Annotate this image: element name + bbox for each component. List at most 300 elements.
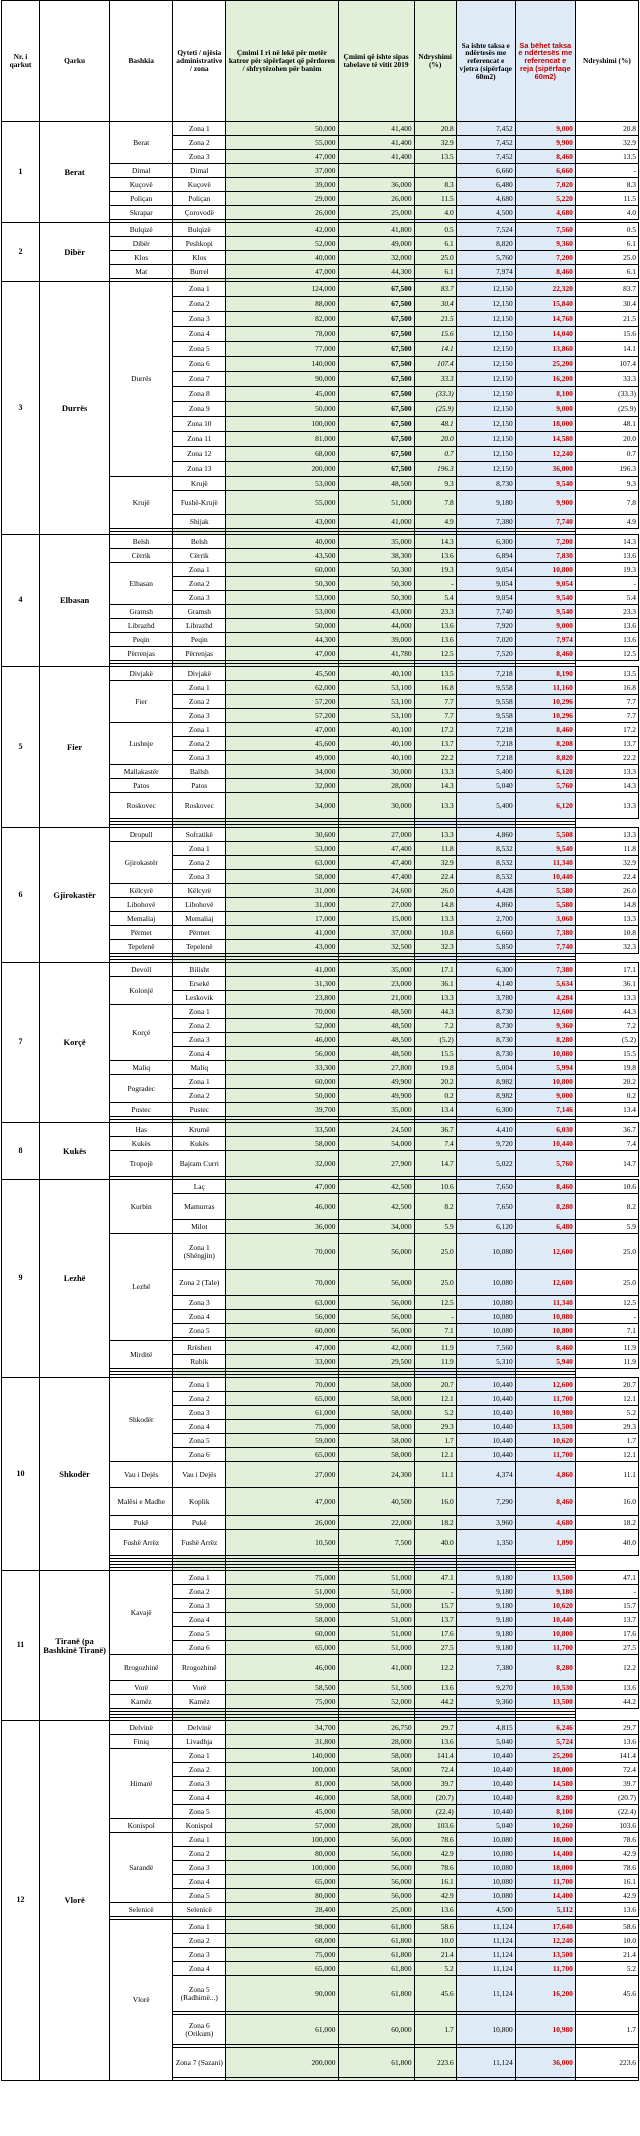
change-cell: 21.5 [414, 312, 456, 327]
change2-cell: 0.5 [575, 223, 638, 237]
old-tax-cell: 7,380 [456, 1655, 515, 1681]
old-tax-cell: 7,452 [456, 150, 515, 164]
new-price-cell: 50,300 [226, 577, 338, 591]
change2-cell: 7.7 [575, 695, 638, 709]
new-price-cell: 45,000 [226, 387, 338, 402]
new-price-cell: 59,000 [226, 1434, 338, 1448]
region-number-cell: 1 [2, 122, 40, 223]
old-tax-cell: 6,660 [456, 926, 515, 940]
change-cell: 13.4 [414, 1103, 456, 1117]
old-tax-cell: 5,004 [456, 1061, 515, 1075]
municipality-cell: Librazhd [110, 619, 173, 633]
municipality-cell: Këlcyrë [110, 884, 173, 898]
municipality-cell: Skrapar [110, 206, 173, 220]
old-price-cell: 27,800 [338, 1061, 414, 1075]
old-tax-cell: 10,440 [456, 1763, 515, 1777]
change-cell: 7.7 [414, 709, 456, 723]
change2-cell: 13.7 [575, 737, 638, 751]
new-price-cell: 47,000 [226, 1488, 338, 1516]
zone-cell: Kamëz [173, 1695, 226, 1709]
zone-cell: Zona 1 [173, 1571, 226, 1585]
old-tax-cell: 4,500 [456, 1903, 515, 1917]
old-tax-cell: 12,150 [456, 327, 515, 342]
zone-cell: Tepelenë [173, 940, 226, 954]
change-cell: 18.2 [414, 1516, 456, 1530]
old-price-cell: 41,400 [338, 122, 414, 136]
new-tax-cell: 5,112 [515, 1903, 575, 1917]
change2-cell: 13.6 [575, 619, 638, 633]
old-tax-cell: 10,080 [456, 1234, 515, 1270]
change2-cell: 14.8 [575, 898, 638, 912]
new-price-cell: 46,000 [226, 1655, 338, 1681]
old-tax-cell: 7,380 [456, 515, 515, 529]
zone-cell: Zona 3 [173, 1033, 226, 1047]
zone-cell: Zona 3 [173, 1406, 226, 1420]
old-price-cell: 58,000 [338, 1448, 414, 1462]
new-tax-cell: 5,220 [515, 192, 575, 206]
municipality-cell: Selenicë [110, 1903, 173, 1917]
zone-cell: Zona 2 [173, 577, 226, 591]
old-tax-cell: 9,054 [456, 591, 515, 605]
zone-cell: Livadhja [173, 1735, 226, 1749]
zone-cell: Zona 3 [173, 1296, 226, 1310]
old-price-cell: 47,400 [338, 842, 414, 856]
zone-cell: Rrogozhinë [173, 1655, 226, 1681]
new-price-cell: 50,000 [226, 402, 338, 417]
old-tax-cell: 3,780 [456, 991, 515, 1005]
zone-cell: Zona 7 [173, 372, 226, 387]
table-row [2, 1180, 639, 1194]
old-tax-cell: 9,180 [456, 1571, 515, 1585]
col-old-tax-header: Sa ishte taksa e ndërtesës me referencat e vjetra (sipërfaqe 60m2) [456, 1, 515, 122]
region-name-cell: Kukës [40, 1123, 110, 1180]
new-price-cell: 31,800 [226, 1735, 338, 1749]
old-price-cell: 36,000 [338, 178, 414, 192]
new-price-cell: 140,000 [226, 1749, 338, 1763]
zone-cell: Zona 6 [173, 1448, 226, 1462]
old-price-cell: 47,400 [338, 870, 414, 884]
change2-cell: 33.3 [575, 372, 638, 387]
zone-cell: Përmet [173, 926, 226, 940]
col-qyteti-header: Qyteti / njësia administrative / zona [173, 1, 226, 122]
change-cell: 13.5 [414, 667, 456, 681]
new-price-cell: 52,000 [226, 1019, 338, 1033]
new-tax-cell: 18,000 [515, 417, 575, 432]
zone-cell: Zona 2 [173, 297, 226, 312]
new-price-cell: 70,000 [226, 1234, 338, 1270]
new-price-cell: 75,000 [226, 1420, 338, 1434]
change-cell: 16.1 [414, 1875, 456, 1889]
change2-cell: 22.4 [575, 870, 638, 884]
change-cell: 23.3 [414, 605, 456, 619]
new-price-cell: 47,000 [226, 265, 338, 279]
change-cell: 15.6 [414, 327, 456, 342]
new-price-cell: 61,000 [226, 1406, 338, 1420]
new-price-cell: 43,000 [226, 940, 338, 954]
new-tax-cell: 8,208 [515, 737, 575, 751]
table-body [2, 122, 639, 2081]
change2-cell: 13.3 [575, 991, 638, 1005]
change2-cell: 15.6 [575, 327, 638, 342]
municipality-cell: Dibër [110, 237, 173, 251]
change-cell: 12.1 [414, 1448, 456, 1462]
old-tax-cell [456, 2078, 515, 2081]
change2-cell: 12.5 [575, 1296, 638, 1310]
new-tax-cell: 25,200 [515, 1749, 575, 1763]
new-price-cell: 31,000 [226, 898, 338, 912]
new-price-cell [226, 2078, 338, 2081]
col-nr-header: Nr. i qarkut [2, 1, 40, 122]
old-price-cell: 58,000 [338, 1434, 414, 1448]
region-number-cell: 9 [2, 1180, 40, 1378]
new-tax-cell: 13,500 [515, 1695, 575, 1709]
old-tax-cell: 12,150 [456, 447, 515, 462]
new-tax-cell: 13,500 [515, 1948, 575, 1962]
change-cell: 72.4 [414, 1763, 456, 1777]
change2-cell: 20.2 [575, 1075, 638, 1089]
old-tax-cell: 5,022 [456, 1151, 515, 1177]
col-old-price-header: Çmimi që ishte sipas tabelave të vitit 2019 [338, 1, 414, 122]
old-price-cell: 26,000 [338, 192, 414, 206]
new-tax-cell: 9,540 [515, 477, 575, 491]
change2-cell: 12.1 [575, 1448, 638, 1462]
old-price-cell: 41,400 [338, 136, 414, 150]
old-tax-cell: 12,150 [456, 342, 515, 357]
change-cell: 16.8 [414, 681, 456, 695]
region-number-cell: 8 [2, 1123, 40, 1180]
old-tax-cell: 9,180 [456, 491, 515, 515]
new-tax-cell [515, 2078, 575, 2081]
new-tax-cell: 9,540 [515, 842, 575, 856]
change-cell: 13.7 [414, 737, 456, 751]
change-cell: 25.0 [414, 1270, 456, 1296]
old-price-cell: 39,000 [338, 633, 414, 647]
new-tax-cell: 10,530 [515, 1681, 575, 1695]
new-tax-cell: 6,030 [515, 1123, 575, 1137]
municipality-cell: Fier [110, 681, 173, 723]
old-tax-cell: 12,150 [456, 357, 515, 372]
old-tax-cell: 7,218 [456, 723, 515, 737]
municipality-cell: Kolonjë [110, 977, 173, 1005]
new-price-cell: 57,000 [226, 1819, 338, 1833]
new-tax-cell: 13,500 [515, 1420, 575, 1434]
zone-cell: Këlcyrë [173, 884, 226, 898]
new-tax-cell: 7,740 [515, 940, 575, 954]
zone-cell: Zona 6 [173, 357, 226, 372]
change-cell: 141.4 [414, 1749, 456, 1763]
zone-cell: Përrenjas [173, 647, 226, 661]
old-price-cell: 67,500 [338, 402, 414, 417]
tax-table [1, 0, 639, 2081]
new-tax-cell: 8,460 [515, 723, 575, 737]
old-tax-cell: 4,374 [456, 1462, 515, 1488]
old-price-cell: 56,000 [338, 1889, 414, 1903]
zone-cell: Zona 11 [173, 432, 226, 447]
table-row [2, 1571, 639, 1585]
change2-cell: 10.0 [575, 1934, 638, 1948]
old-price-cell: 35,000 [338, 963, 414, 977]
new-price-cell: 56,000 [226, 1310, 338, 1324]
old-tax-cell: 8,730 [456, 1047, 515, 1061]
municipality-cell: Kamëz [110, 1695, 173, 1709]
new-tax-cell: 1,890 [515, 1530, 575, 1556]
new-tax-cell: 10,980 [515, 2015, 575, 2045]
zone-cell: Klos [173, 251, 226, 265]
change-cell: - [414, 1585, 456, 1599]
old-tax-cell: 11,124 [456, 1948, 515, 1962]
old-price-cell: 32,000 [338, 251, 414, 265]
old-price-cell: 53,100 [338, 681, 414, 695]
new-price-cell: 77,000 [226, 342, 338, 357]
change2-cell: (5.2) [575, 1033, 638, 1047]
new-tax-cell: 16,200 [515, 372, 575, 387]
municipality-cell: Pukë [110, 1516, 173, 1530]
old-price-cell: 41,000 [338, 1655, 414, 1681]
old-price-cell: 58,000 [338, 1420, 414, 1434]
change-cell: 13.6 [414, 549, 456, 563]
change2-cell: 7.2 [575, 1019, 638, 1033]
region-name-cell: Korçë [40, 963, 110, 1123]
new-price-cell: 75,000 [226, 1695, 338, 1709]
new-price-cell: 61,000 [226, 2015, 338, 2045]
zone-cell: Librazhd [173, 619, 226, 633]
old-tax-cell: 7,650 [456, 1194, 515, 1220]
change-cell: 7.2 [414, 1019, 456, 1033]
old-price-cell: 67,500 [338, 312, 414, 327]
old-price-cell: 58,000 [338, 1791, 414, 1805]
new-price-cell: 68,000 [226, 447, 338, 462]
old-tax-cell: 11,124 [456, 1962, 515, 1976]
old-price-cell: 56,000 [338, 1324, 414, 1338]
old-price-cell: 61,800 [338, 1920, 414, 1934]
old-tax-cell: 10,800 [456, 2015, 515, 2045]
zone-cell: Memaliaj [173, 912, 226, 926]
new-tax-cell: 8,280 [515, 1791, 575, 1805]
old-price-cell: 44,000 [338, 619, 414, 633]
new-tax-cell: 8,100 [515, 1805, 575, 1819]
new-price-cell: 55,000 [226, 491, 338, 515]
change-cell: 36.1 [414, 977, 456, 991]
zone-cell: Zona 5 [173, 1324, 226, 1338]
zone-cell: Zona 1 [173, 1749, 226, 1763]
new-price-cell: 42,000 [226, 223, 338, 237]
new-price-cell: 100,000 [226, 1861, 338, 1875]
municipality-cell: Klos [110, 251, 173, 265]
zone-cell: Zona 8 [173, 387, 226, 402]
new-price-cell: 56,000 [226, 1047, 338, 1061]
zone-cell: Milot [173, 1220, 226, 1234]
new-tax-cell: 8,460 [515, 1488, 575, 1516]
new-tax-cell: 5,994 [515, 1061, 575, 1075]
municipality-cell: Malësi e Madhe [110, 1488, 173, 1516]
change-cell: 11.9 [414, 1355, 456, 1369]
new-tax-cell: 6,660 [515, 164, 575, 178]
new-tax-cell: 9,000 [515, 402, 575, 417]
col-change2-header: Ndryshimi (%) [575, 1, 638, 122]
table-row [2, 963, 639, 977]
change-cell: 5.2 [414, 1406, 456, 1420]
old-tax-cell: 4,410 [456, 1123, 515, 1137]
old-price-cell: 38,300 [338, 549, 414, 563]
change2-cell: (33.3) [575, 387, 638, 402]
old-tax-cell: 8,730 [456, 477, 515, 491]
new-price-cell: 40,000 [226, 251, 338, 265]
old-price-cell: 51,000 [338, 1585, 414, 1599]
old-tax-cell: 8,532 [456, 870, 515, 884]
old-tax-cell: 7,290 [456, 1488, 515, 1516]
change2-cell: - [575, 1310, 638, 1324]
zone-cell: Mamurras [173, 1194, 226, 1220]
region-number-cell: 4 [2, 535, 40, 667]
change2-cell: 7.1 [575, 1324, 638, 1338]
region-name-cell: Shkodër [40, 1378, 110, 1571]
old-price-cell: 56,000 [338, 1861, 414, 1875]
old-tax-cell: 8,820 [456, 237, 515, 251]
change2-cell: 47.1 [575, 1571, 638, 1585]
new-tax-cell: 14,760 [515, 312, 575, 327]
change-cell: 15.7 [414, 1599, 456, 1613]
old-tax-cell: 4,140 [456, 977, 515, 991]
old-price-cell: 40,100 [338, 737, 414, 751]
change2-cell: 13.6 [575, 1681, 638, 1695]
municipality-cell: Kurbin [110, 1180, 173, 1234]
old-price-cell: 40,100 [338, 723, 414, 737]
change-cell: 13.3 [414, 828, 456, 842]
new-tax-cell: 7,200 [515, 251, 575, 265]
change2-cell: 21.4 [575, 1948, 638, 1962]
change-cell: 196.3 [414, 462, 456, 477]
old-tax-cell: 7,560 [456, 1341, 515, 1355]
zone-cell: Zona 7 (Sazani) [173, 2048, 226, 2078]
change2-cell: 0.2 [575, 1089, 638, 1103]
old-price-cell: 58,000 [338, 1392, 414, 1406]
change2-cell: 11.8 [575, 842, 638, 856]
old-price-cell: 42,000 [338, 1341, 414, 1355]
change-cell: 5.4 [414, 591, 456, 605]
old-price-cell: 48,500 [338, 1019, 414, 1033]
zone-cell: Zona 2 [173, 1089, 226, 1103]
old-price-cell: 42,500 [338, 1180, 414, 1194]
zone-cell: Zona 1 [173, 1005, 226, 1019]
change2-cell: (22.4) [575, 1805, 638, 1819]
old-price-cell: 48,500 [338, 1033, 414, 1047]
zone-cell: Zona 3 [173, 1777, 226, 1791]
zone-cell: Ballsh [173, 765, 226, 779]
old-tax-cell: 8,730 [456, 1033, 515, 1047]
new-price-cell: 23,800 [226, 991, 338, 1005]
old-tax-cell: 5,400 [456, 793, 515, 819]
new-tax-cell: 25,200 [515, 357, 575, 372]
change-cell: 13.3 [414, 991, 456, 1005]
new-tax-cell: 13,860 [515, 342, 575, 357]
old-tax-cell: 10,440 [456, 1420, 515, 1434]
new-price-cell: 90,000 [226, 372, 338, 387]
municipality-cell: Sarandë [110, 1833, 173, 1903]
new-tax-cell: 13,500 [515, 1571, 575, 1585]
zone-cell: Zona 2 [173, 1585, 226, 1599]
old-price-cell: 49,000 [338, 237, 414, 251]
old-tax-cell: 7,452 [456, 122, 515, 136]
change2-cell: 78.6 [575, 1833, 638, 1847]
change-cell: 13.6 [414, 619, 456, 633]
new-price-cell: 60,000 [226, 563, 338, 577]
new-tax-cell: 11,700 [515, 1641, 575, 1655]
change-cell: 42.9 [414, 1847, 456, 1861]
change2-cell: 5.2 [575, 1962, 638, 1976]
municipality-cell: Vau i Dejës [110, 1462, 173, 1488]
new-price-cell: 39,700 [226, 1103, 338, 1117]
new-tax-cell: 18,000 [515, 1833, 575, 1847]
col-bashkia-header: Bashkia [110, 1, 173, 122]
change2-cell: 13.5 [575, 150, 638, 164]
municipality-cell: Krujë [110, 477, 173, 529]
new-tax-cell: 10,620 [515, 1434, 575, 1448]
change-cell: 15.5 [414, 1047, 456, 1061]
old-price-cell: 35,000 [338, 1103, 414, 1117]
old-price-cell: 51,500 [338, 1681, 414, 1695]
old-price-cell: 27,900 [338, 1151, 414, 1177]
municipality-cell: Gramsh [110, 605, 173, 619]
change2-cell: 22.2 [575, 751, 638, 765]
new-tax-cell: 18,000 [515, 1763, 575, 1777]
municipality-cell: Himarë [110, 1749, 173, 1819]
municipality-cell: Rrogozhinë [110, 1655, 173, 1681]
old-price-cell: 67,500 [338, 282, 414, 297]
zone-cell: Fushë-Krujë [173, 491, 226, 515]
old-tax-cell: 10,080 [456, 1296, 515, 1310]
zone-cell: Zona 3 [173, 709, 226, 723]
new-price-cell: 47,000 [226, 1180, 338, 1194]
new-price-cell: 82,000 [226, 312, 338, 327]
new-price-cell: 31,000 [226, 884, 338, 898]
new-tax-cell: 5,580 [515, 884, 575, 898]
zone-cell: Zona 2 [173, 1934, 226, 1948]
change2-cell: 13.3 [575, 765, 638, 779]
municipality-cell: Mat [110, 265, 173, 279]
zone-cell: Sofratikë [173, 828, 226, 842]
zone-cell: Zona 12 [173, 447, 226, 462]
region-name-cell: Lezhë [40, 1180, 110, 1378]
change2-cell: 25.0 [575, 251, 638, 265]
old-price-cell: 58,000 [338, 1805, 414, 1819]
old-price-cell: 48,500 [338, 1047, 414, 1061]
zone-cell: Zona 3 [173, 150, 226, 164]
zone-cell: Zona 4 [173, 1420, 226, 1434]
new-tax-cell: 9,540 [515, 591, 575, 605]
old-tax-cell: 9,054 [456, 577, 515, 591]
new-price-cell: 100,000 [226, 1833, 338, 1847]
new-tax-cell: 12,600 [515, 1270, 575, 1296]
old-tax-cell: 6,300 [456, 1103, 515, 1117]
zone-cell [173, 2078, 226, 2081]
old-price-cell: 7,500 [338, 1530, 414, 1556]
municipality-cell: Konispol [110, 1819, 173, 1833]
new-tax-cell: 9,000 [515, 122, 575, 136]
new-tax-cell: 7,740 [515, 515, 575, 529]
old-price-cell: 56,000 [338, 1875, 414, 1889]
change-cell: 39.7 [414, 1777, 456, 1791]
change2-cell: 13.6 [575, 1903, 638, 1917]
municipality-cell: Kukës [110, 1137, 173, 1151]
change-cell: 83.7 [414, 282, 456, 297]
change-cell: 22.2 [414, 751, 456, 765]
zone-cell: Bajram Curri [173, 1151, 226, 1177]
new-tax-cell: 7,380 [515, 963, 575, 977]
change-cell: 6.1 [414, 237, 456, 251]
zone-cell: Peqin [173, 633, 226, 647]
new-price-cell: 33,000 [226, 1355, 338, 1369]
new-tax-cell: 8,280 [515, 1655, 575, 1681]
